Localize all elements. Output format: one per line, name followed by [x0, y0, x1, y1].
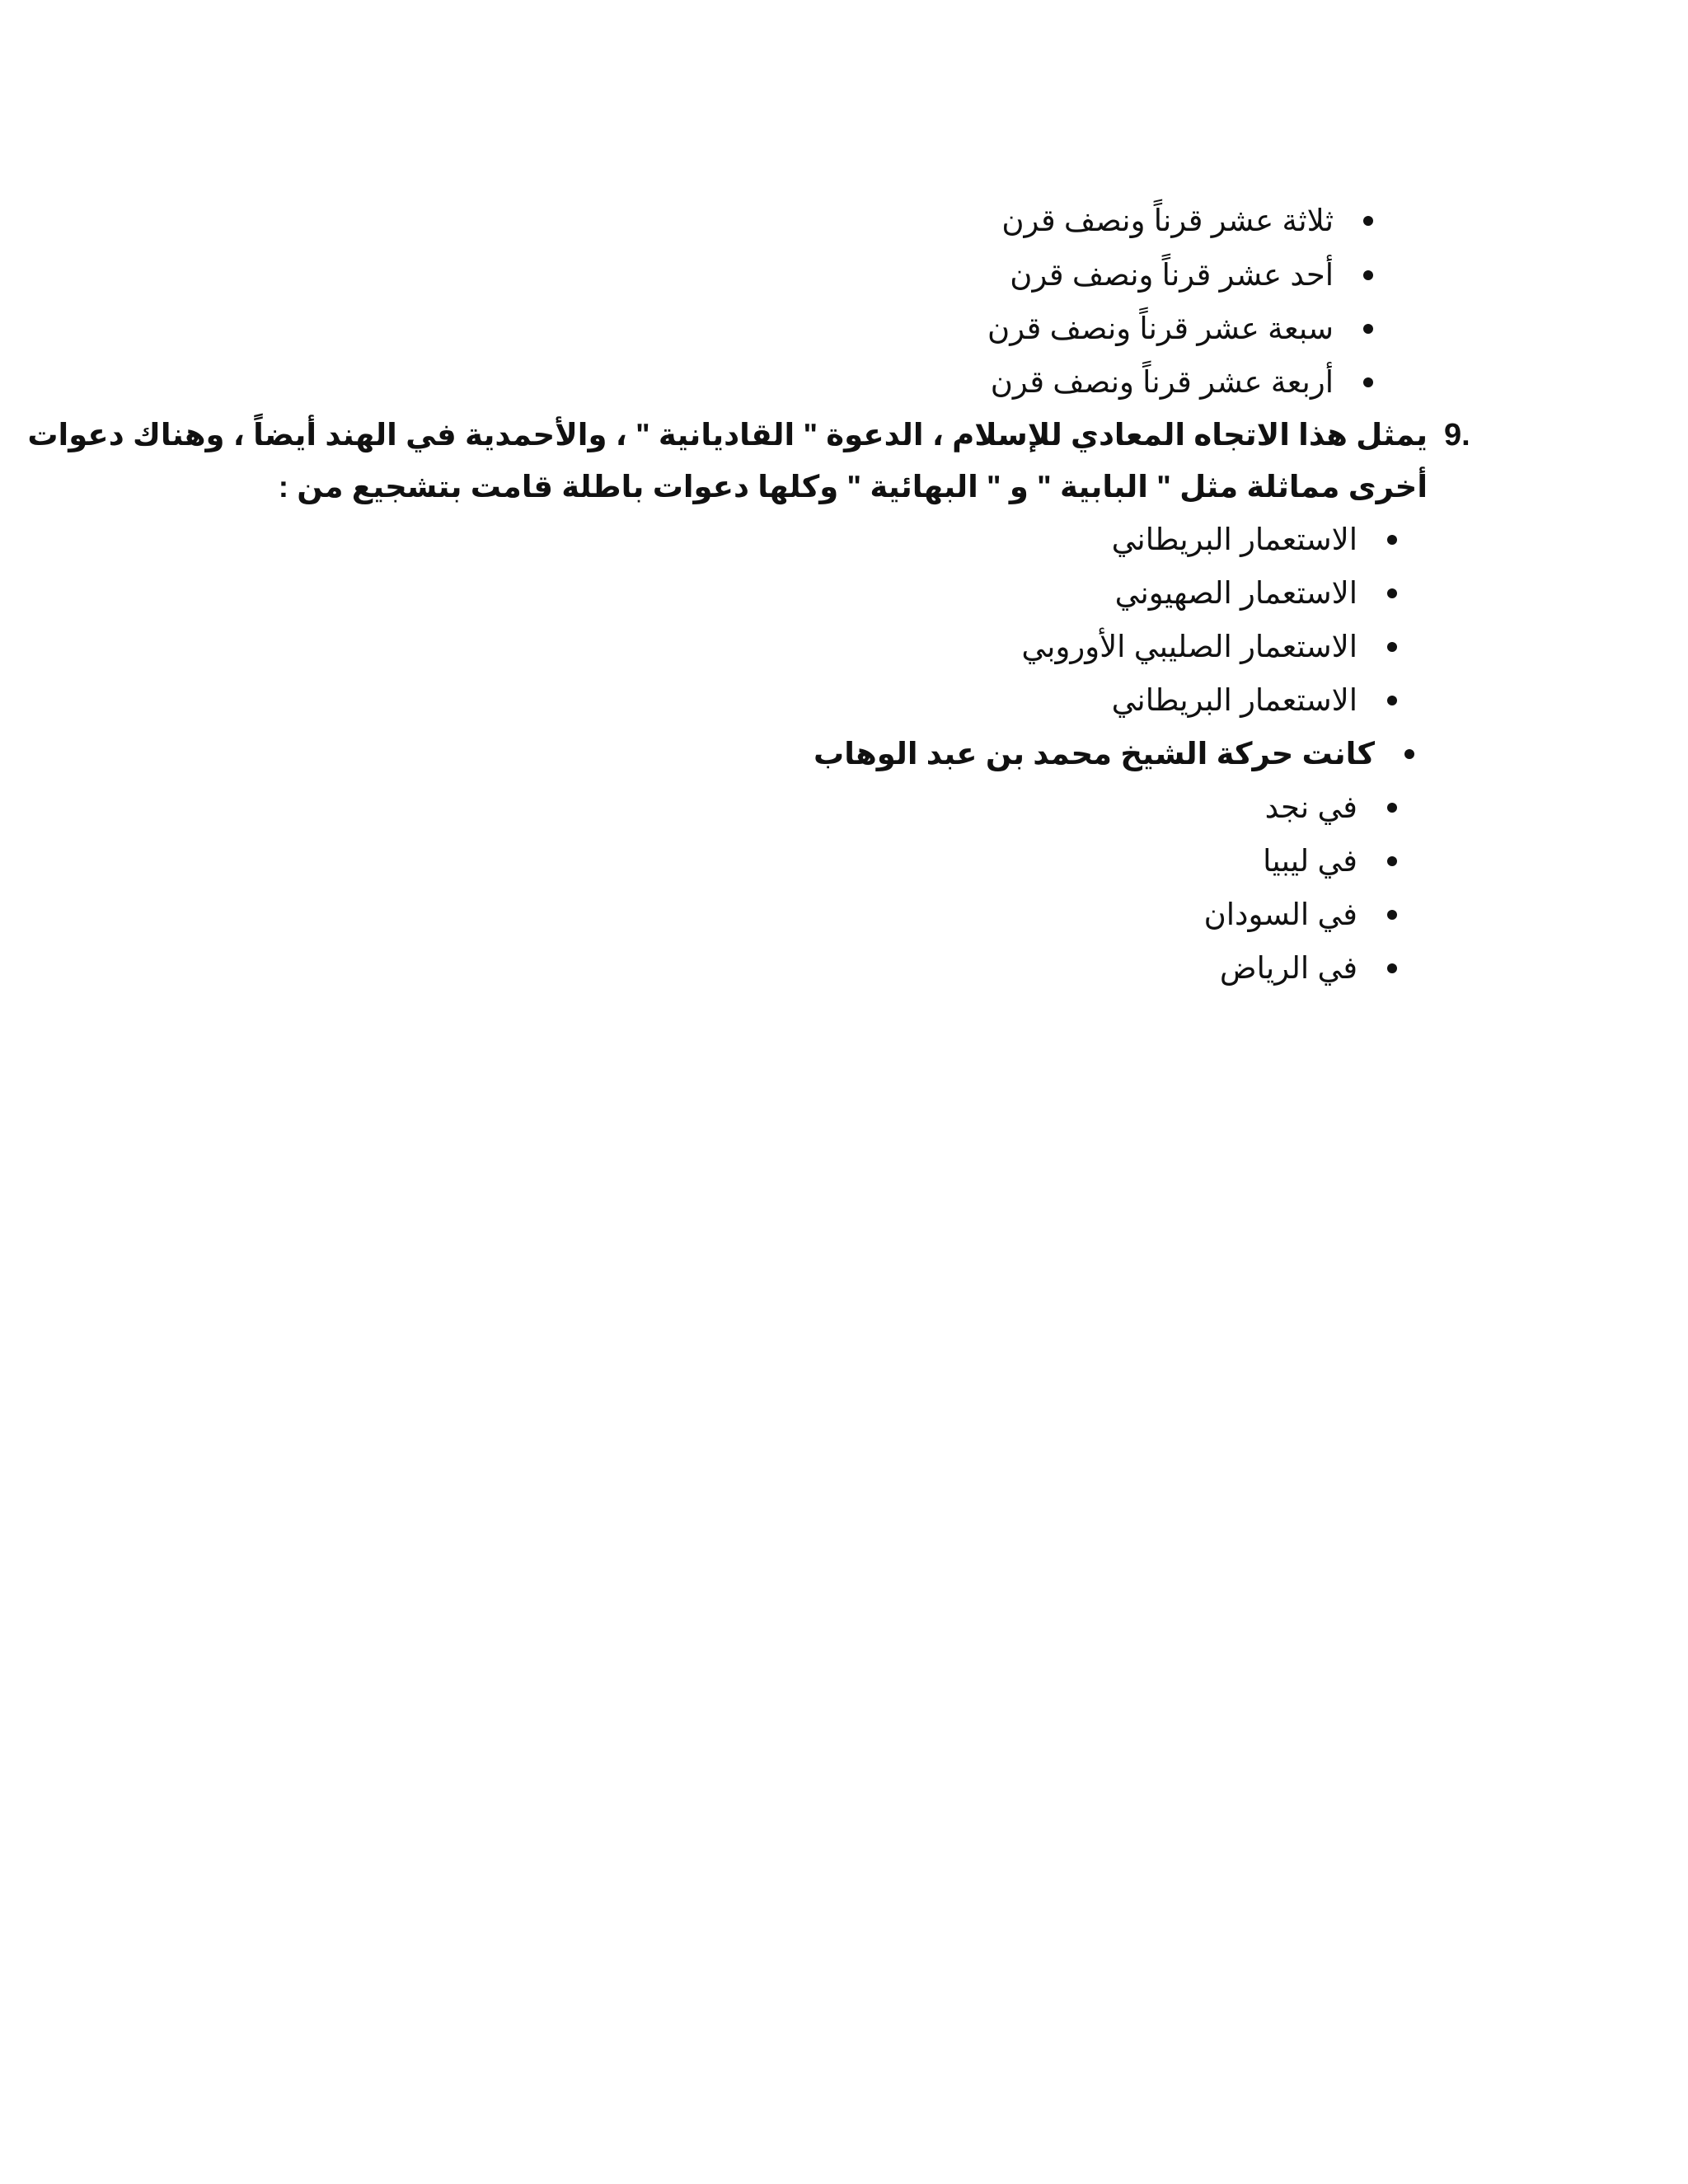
- option-a2: [1010, 255, 1373, 296]
- bullet-icon: [1387, 856, 1397, 866]
- option-text: في نجد: [1264, 790, 1357, 824]
- option-text: الاستعمار البريطاني: [1111, 683, 1357, 717]
- option-c2: [1263, 841, 1397, 882]
- option-b3: [1021, 626, 1397, 668]
- bullet-icon: [1387, 803, 1397, 813]
- option-text: الاستعمار البريطاني: [1111, 523, 1357, 556]
- option-text: الاستعمار الصهيوني: [1114, 576, 1357, 610]
- bullet-icon: [1363, 270, 1373, 280]
- option-b4: [1112, 680, 1397, 721]
- question-10-text: كانت حركة الشيخ محمد بن عبد الوهاب: [814, 737, 1375, 771]
- bullet-icon: [1387, 642, 1397, 652]
- bullet-icon: [1387, 588, 1397, 598]
- option-text: في الرياض: [1219, 951, 1357, 985]
- option-b1: [1112, 519, 1397, 560]
- question-number: 9.: [1444, 418, 1470, 452]
- option-a4: [991, 362, 1373, 403]
- option-b2: [1115, 573, 1397, 614]
- question-9-line-1: يمثل هذا الاتجاه المعادي للإسلام ، الدعوة " القاديانية " ، والأحمدية في الهند أيضاً ، وهناك دعوات: [27, 418, 1428, 452]
- option-a3: [987, 308, 1373, 349]
- option-c1: [1265, 787, 1397, 828]
- option-text: في السودان: [1203, 898, 1357, 931]
- bullet-icon: [1404, 749, 1414, 759]
- bullet-icon: [1363, 377, 1373, 387]
- question-9-line-2: أخرى مماثلة مثل " البابية " و " البهائية " وكلها دعوات باطلة قامت بتشجيع من :: [278, 470, 1428, 504]
- option-c4: [1220, 948, 1397, 989]
- option-text: أربعة عشر قرناً ونصف قرن: [990, 365, 1334, 399]
- option-a1: [1001, 200, 1373, 241]
- option-text: سبعة عشر قرناً ونصف قرن: [987, 312, 1334, 345]
- option-c3: [1204, 894, 1397, 935]
- bullet-icon: [1363, 216, 1373, 226]
- option-text: أحد عشر قرناً ونصف قرن: [1010, 258, 1334, 292]
- option-text: في ليبيا: [1263, 844, 1357, 878]
- bullet-icon: [1387, 963, 1397, 973]
- bullet-icon: [1387, 535, 1397, 545]
- option-text: الاستعمار الصليبي الأوروبي: [1021, 630, 1357, 663]
- option-text: ثلاثة عشر قرناً ونصف قرن: [1001, 204, 1334, 237]
- bullet-icon: [1387, 696, 1397, 705]
- bullet-icon: [1363, 324, 1373, 334]
- question-10: [814, 733, 1414, 775]
- bullet-icon: [1387, 910, 1397, 920]
